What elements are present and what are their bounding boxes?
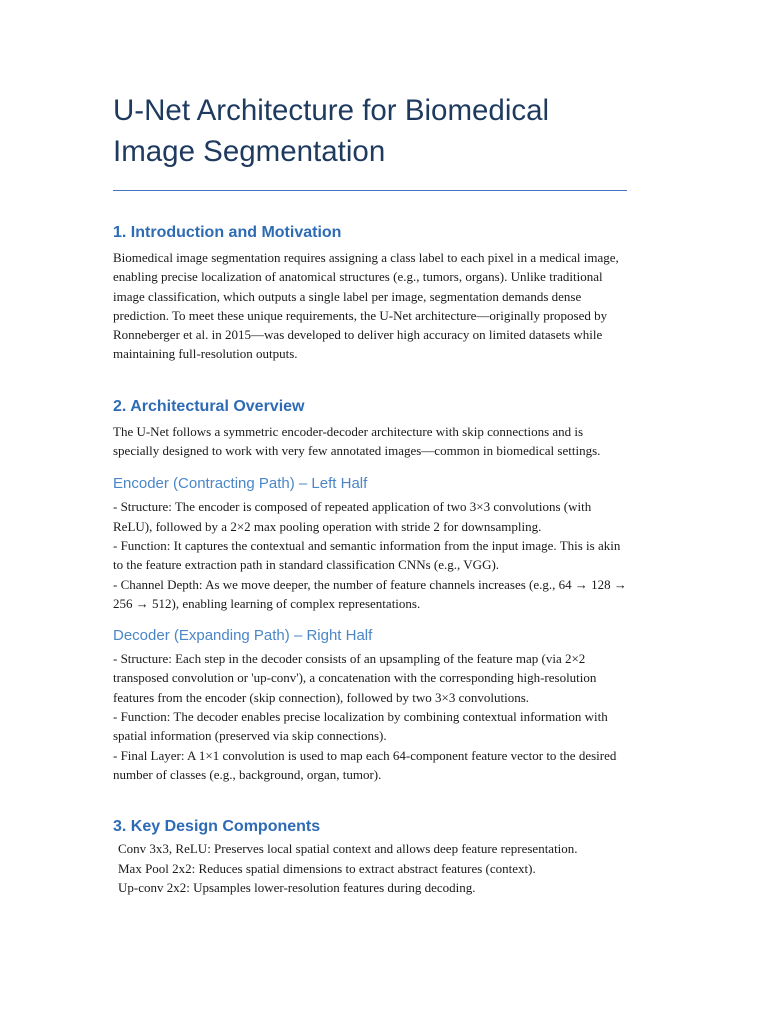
introduction-paragraph: Biomedical image segmentation requires assigning a class label to each pixel in a medical image, enabling precise localization of anatomical structures (e.g., tumors, organs). Unlike traditional image classification, which outputs a single label per image, segmentation demands dense prediction. To meet these unique requirements, the U-Net architecture—originally proposed by Ronneberger et al. in 2015—was developed to deliver high accuracy on limited datasets while maintaining full-resolution outputs. [113, 250, 619, 362]
encoder-list [113, 497, 627, 613]
subsection-heading-encoder: Encoder (Contracting Path) – Left Half [113, 475, 368, 493]
section-heading-introduction: 1. Introduction and Motivation [113, 224, 342, 241]
section-heading-overview: 2. Architectural Overview [113, 397, 305, 415]
decoder-structure-line: - Structure: Each step in the decoder consists of an upsampling of the feature map (via 2×2 transposed convolution or 'up-conv'), a concatenation with the corresponding high-resolution features from the encoder (skip connection), followed by two 3×3 convolutions. [113, 651, 597, 705]
document-page [113, 90, 627, 897]
subsection-heading-decoder: Decoder (Expanding Path) – Right Half [113, 627, 373, 645]
encoder-function-line: - Function: It captures the contextual and semantic information from the input image. This is akin to the feature extraction path in standard classification CNNs (e.g., VGG). [113, 537, 621, 573]
component-maxpool: Max Pool 2x2: Reduces spatial dimensions to extract abstract features (context). [118, 860, 536, 876]
encoder-channel-depth-line: - Channel Depth: As we move deeper, the number of feature channels increases (e.g., 64 → 128 → 256 → 512), enabling learning of complex representations. [113, 576, 627, 611]
section-heading-components: 3. Key Design Components [113, 818, 321, 836]
encoder-structure-line: - Structure: The encoder is composed of repeated application of two 3×3 convolutions (with ReLU), followed by a 2×2 max pooling operation with stride 2 for downsampling. [113, 499, 592, 534]
component-conv: Conv 3x3, ReLU: Preserves local spatial context and allows deep feature representation. [118, 841, 578, 857]
document-title: U-Net Architecture for Biomedical Image Segmentation [113, 90, 627, 191]
overview-paragraph: The U-Net follows a symmetric encoder-decoder architecture with skip connections and is specially designed to work with very few annotated images—common in biomedical settings. [113, 423, 601, 459]
decoder-function-line: - Function: The decoder enables precise localization by combining contextual information with spatial information (preserved via skip connections). [113, 709, 608, 744]
decoder-list [113, 649, 627, 784]
components-list [113, 839, 627, 897]
component-upconv: Up-conv 2x2: Upsamples lower-resolution features during decoding. [118, 879, 476, 895]
decoder-final-layer-line: - Final Layer: A 1×1 convolution is used to map each 64-component feature vector to the desired number of classes (e.g., background, organ, tumor). [113, 747, 617, 782]
